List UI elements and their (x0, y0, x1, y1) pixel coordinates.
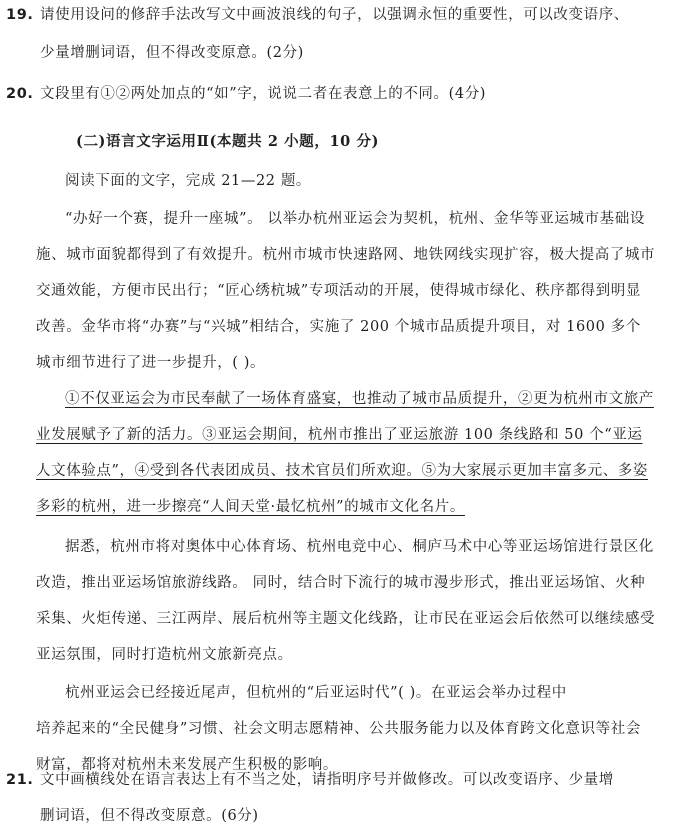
passage-p3-line3: 采集、火炬传递、三江两岸、展后杭州等主题文化线路，让市民在亚运会后依然可以继续感受 (36, 611, 656, 627)
q19-text-line1: 请使用设问的修辞手法改写文中画波浪线的句子，以强调永恒的重要性，可以改变语序、 (40, 7, 629, 23)
section-heading: (二)语言文字运用Ⅱ(本题共 2 小题，10 分) (76, 133, 380, 150)
passage-p2-line3: 人文体验点”，④受到各代表团成员、技术官员们所欢迎。⑤为大家展示更加丰富多元、多姿 (36, 463, 649, 479)
q21-number: 21. (6, 772, 34, 788)
passage-p1-line4: 改善。金华市将“办赛”与“兴城”相结合，实施了 200 个城市品质提升项目，对 1600 多个 (36, 319, 641, 335)
section-instruction: 阅读下面的文字，完成 21—22 题。 (65, 173, 312, 189)
q21-text-line1: 文中画横线处在语言表达上有不当之处，请指明序号并做修改。可以改变语序、少量增 (40, 772, 614, 788)
passage-p2-line1: ①不仅亚运会为市民奉献了一场体育盛宴，也推动了城市品质提升，②更为杭州市文旅产 (65, 391, 654, 407)
passage-p1-line1: “办好一个赛，提升一座城”。 以举办杭州亚运会为契机，杭州、金华等亚运城市基础设 (65, 211, 645, 227)
passage-p3-line2: 改造，推出亚运场馆旅游线路。 同时，结合时下流行的城市漫步形式，推出亚运场馆、火种 (36, 575, 646, 591)
passage-p4-line1: 杭州亚运会已经接近尾声，但杭州的“后亚运时代”( )。在亚运会举办过程中 (65, 685, 567, 701)
passage-p4-line3: 财富，都将对杭州未来发展产生积极的影响。 (36, 757, 338, 773)
passage-p3-line4: 亚运氛围，同时打造杭州文旅新亮点。 (36, 647, 293, 663)
passage-p2-line2: 业发展赋予了新的活力。③亚运会期间，杭州市推出了亚运旅游 100 条线路和 50 个“亚运 (36, 427, 643, 443)
passage-p2-line4: 多彩的杭州，进一步擦亮“人间天堂·最忆杭州”的城市文化名片。 (36, 499, 465, 515)
q20-number: 20. (6, 86, 34, 102)
q19-text-line2: 少量增删词语，但不得改变原意。(2分) (40, 45, 304, 61)
passage-p4-line2: 培养起来的“全民健身”习惯、社会文明志愿精神、公共服务能力以及体育跨文化意识等社会 (36, 721, 641, 737)
q20-text: 文段里有①②两处加点的“如”字，说说二者在表意上的不同。(4分) (40, 86, 487, 102)
passage-p1-line5: 城市细节进行了进一步提升，( )。 (36, 355, 266, 371)
q19-number: 19. (6, 7, 34, 23)
passage-p3-line1: 据悉，杭州市将对奥体中心体育场、杭州电竞中心、桐庐马术中心等亚运场馆进行景区化 (65, 539, 654, 555)
q21-text-line2: 删词语，但不得改变原意。(6分) (40, 808, 259, 824)
passage-p1-line2: 施、城市面貌都得到了有效提升。杭州市城市快速路网、地铁网线实现扩容，极大提高了城市 (36, 247, 656, 263)
passage-p1-line3: 交通效能，方便市民出行；“匠心绣杭城”专项活动的开展，使得城市绿化、秩序都得到明显 (36, 283, 641, 299)
